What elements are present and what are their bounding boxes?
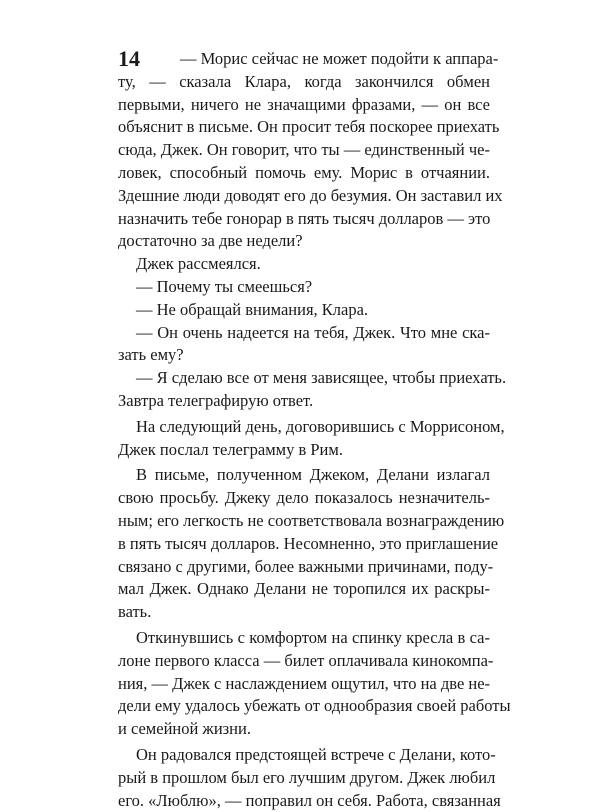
text-line: назначить тебе гонорар в пять тысяч долларов — это xyxy=(118,208,490,231)
text-line: зать ему? xyxy=(118,344,490,367)
text-line: в пять тысяч долларов. Несомненно, это приглашение xyxy=(118,533,490,556)
text-line: Джек послал телеграмму в Рим. xyxy=(118,439,490,462)
text-line: связано с другими, более важными причинами, поду- xyxy=(118,556,490,579)
text-line: Здешние люди доводят его до безумия. Он заставил их xyxy=(118,185,490,208)
text-line: ным; его легкость не соответствовала вознаграждению xyxy=(118,510,490,533)
text-line: достаточно за две недели? xyxy=(118,230,490,253)
body-text xyxy=(118,48,490,812)
page-number: 14 xyxy=(118,46,140,72)
text-line: сюда, Джек. Он говорит, что ты — единственный че- xyxy=(118,139,490,162)
text-line: его. «Люблю», — поправил он себя. Работа, связанная xyxy=(118,790,490,812)
text-line: — Не обращай внимания, Клара. xyxy=(118,299,490,322)
text-line: Завтра телеграфирую ответ. xyxy=(118,390,490,413)
text-line: — Почему ты смеешься? xyxy=(118,276,490,299)
text-line: первыми, ничего не значащими фразами, — он все xyxy=(118,94,490,117)
text-line: вать. xyxy=(118,601,490,624)
text-line: — Он очень надеется на тебя, Джек. Что мне ска- xyxy=(118,322,490,345)
text-line: Джек рассмеялся. xyxy=(118,253,490,276)
text-line: лоне первого класса — билет оплачивала кинокомпа- xyxy=(118,650,490,673)
text-line: Он радовался предстоящей встрече с Делани, кото- xyxy=(118,744,490,767)
text-line: мал Джек. Однако Делани не торопился их раскры- xyxy=(118,578,490,601)
text-line: дели ему удалось убежать от однообразия своей работы xyxy=(118,695,490,718)
text-line: объяснит в письме. Он просит тебя поскорее приехать xyxy=(118,116,490,139)
text-line: и семейной жизни. xyxy=(118,718,490,741)
text-line: В письме, полученном Джеком, Делани излагал xyxy=(118,464,490,487)
text-line: На следующий день, договорившись с Моррисоном, xyxy=(118,416,490,439)
text-line: — Я сделаю все от меня зависящее, чтобы приехать. xyxy=(118,367,490,390)
text-line: ту, — сказала Клара, когда закончился обмен xyxy=(118,71,490,94)
text-line: ния, — Джек с наслаждением ощутил, что на две не- xyxy=(118,673,490,696)
text-line: рый в прошлом был его лучшим другом. Джек любил xyxy=(118,767,490,790)
text-line: ловек, способный помочь ему. Морис в отчаянии. xyxy=(118,162,490,185)
text-line: свою просьбу. Джеку дело показалось незначитель- xyxy=(118,487,490,510)
text-line: — Морис сейчас не может подойти к аппара- xyxy=(118,48,490,71)
text-line: Откинувшись с комфортом на спинку кресла в са- xyxy=(118,627,490,650)
